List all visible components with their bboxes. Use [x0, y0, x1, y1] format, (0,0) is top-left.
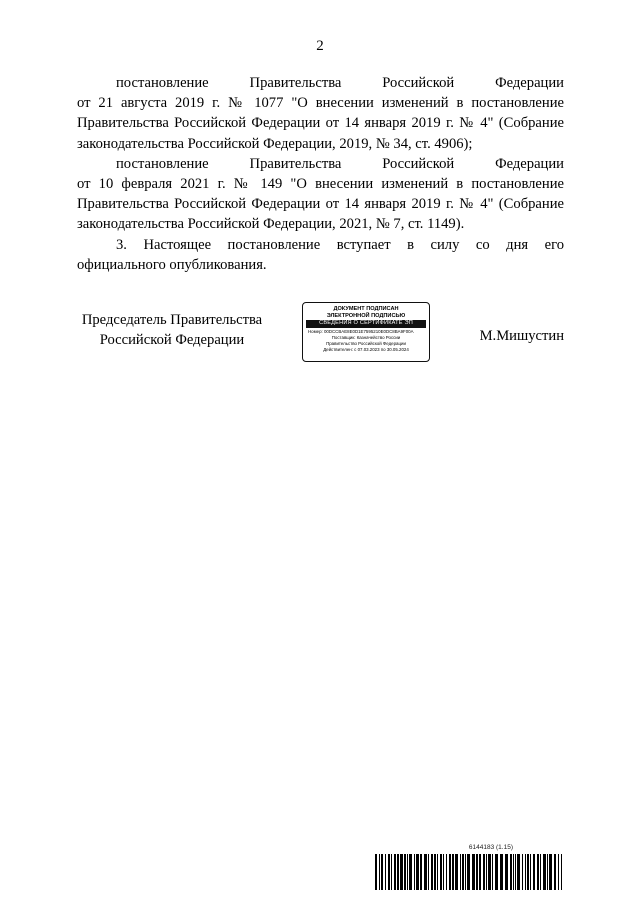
signature-block — [77, 306, 564, 370]
stamp-certificate-header: СВЕДЕНИЯ О СЕРТИФИКАТЕ ЭП — [306, 320, 426, 327]
electronic-signature-stamp — [302, 302, 430, 362]
text-line: от 21 августа 2019 г. № 1077 "О внесении изменений в постановление — [77, 95, 564, 112]
document-body — [77, 73, 564, 275]
text-line: Правительства Российской Федерации от 14 января 2019 г. № 4" (Собрание — [77, 196, 564, 213]
page-number: 2 — [316, 38, 324, 54]
signer-title-line: Председатель Правительства — [81, 312, 263, 328]
text-line: Правительства Российской Федерации от 14 января 2019 г. № 4" (Собрание — [77, 115, 564, 132]
barcode-label: 6144183 (1.15) — [468, 844, 513, 851]
stamp-certificate-number: Номер: 00DCCBAE8E0D1E7595210E0DC8BA9F00A — [308, 328, 414, 334]
text-line: постановление Правительства Российской Федерации — [116, 75, 564, 91]
signer-title-line: Российской Федерации — [99, 332, 245, 348]
text-line: от 10 февраля 2021 г. № 149 "О внесении изменений в постановление — [77, 176, 564, 193]
text-line: законодательства Российской Федерации, 2021, № 7, ст. 1149). — [77, 216, 465, 233]
text-line: официального опубликования. — [77, 256, 267, 273]
signer-name: М.Мишустин — [479, 328, 564, 344]
stamp-issuer: Поставщик: Казначейство России — [331, 334, 401, 340]
paragraph-entry-into-force — [77, 235, 564, 275]
stamp-title — [303, 306, 429, 319]
barcode-image — [375, 854, 565, 890]
text-line: постановление Правительства Российской Федерации — [116, 155, 564, 172]
text-line: законодательства Российской Федерации, 2019, № 34, ст. 4906); — [77, 135, 473, 152]
paragraph-decree-149 — [77, 154, 564, 235]
text-line: 3. Настоящее постановление вступает в силу со дня его — [116, 236, 564, 253]
paragraph-decree-1077 — [77, 73, 564, 154]
stamp-owner: Правительство Российской Федерации — [326, 340, 406, 346]
signer-title — [77, 310, 267, 350]
stamp-validity: Действителен: с 07.03.2023 по 30.05.2024 — [323, 346, 409, 352]
barcode-area — [375, 844, 565, 892]
stamp-title-line: ДОКУМЕНТ ПОДПИСАН — [333, 306, 399, 312]
stamp-title-line: ЭЛЕКТРОННОЙ ПОДПИСЬЮ — [326, 312, 406, 319]
